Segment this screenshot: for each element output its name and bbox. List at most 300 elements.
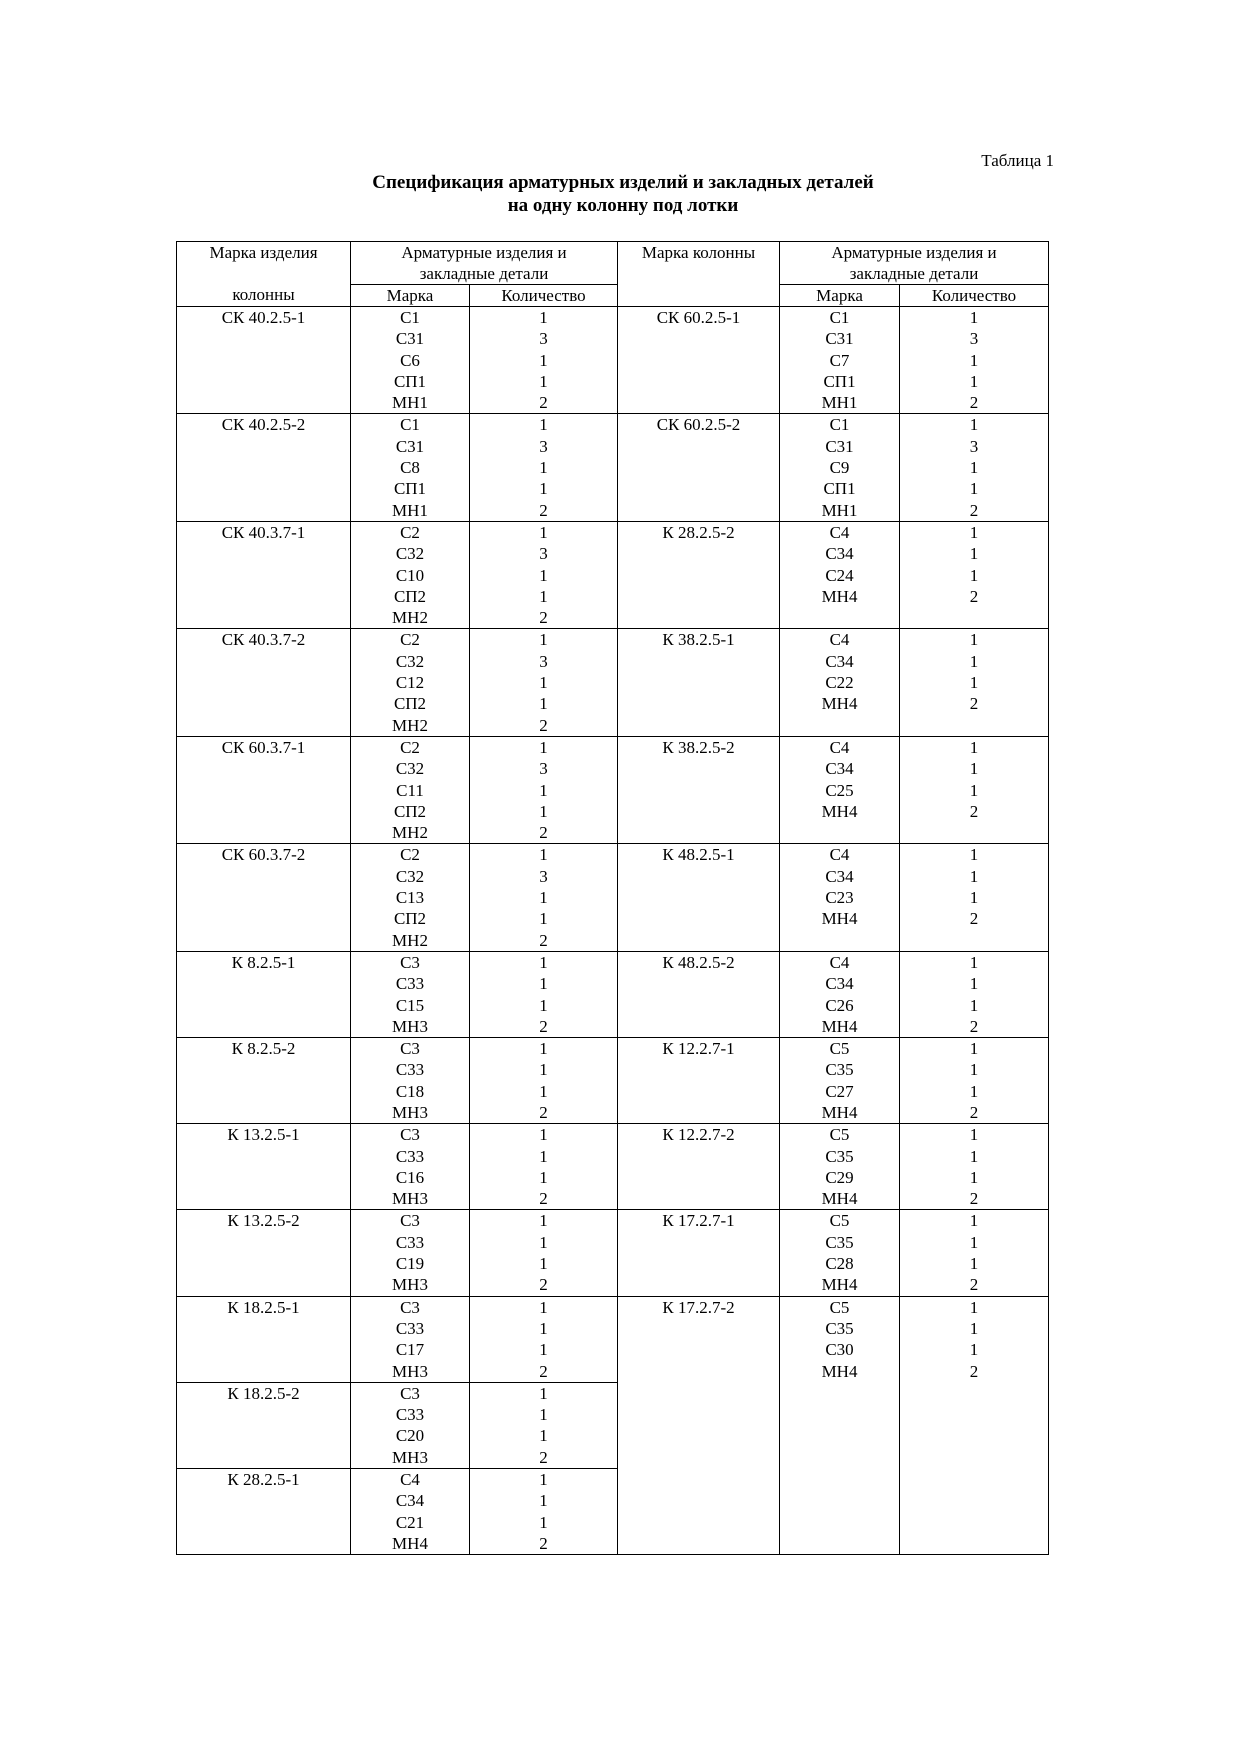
left-items-line: С31 — [395, 436, 425, 456]
left-items-line: МН2 — [392, 715, 428, 735]
right-items-line: С4 — [829, 737, 850, 757]
left-items-line: С20 — [395, 1426, 425, 1446]
table-row — [177, 1210, 1049, 1296]
header-row-1 — [177, 242, 1049, 285]
left-items-line: С6 — [400, 350, 420, 370]
left-qty-line: 1 — [539, 1405, 548, 1425]
left-items — [351, 844, 470, 951]
left-items-line: С3 — [400, 1383, 420, 1403]
right-items-line: С35 — [825, 1146, 854, 1166]
left-qty-line: 1 — [539, 1297, 548, 1317]
right-column-mark: К 48.2.5-1 — [618, 844, 780, 951]
left-column-mark: СК 40.2.5-2 — [177, 414, 351, 521]
right-qty-line: 2 — [969, 1361, 979, 1381]
left-qty-line: 1 — [539, 1383, 548, 1403]
left-qty — [470, 1210, 618, 1296]
left-column-mark: К 13.2.5-2 — [177, 1210, 351, 1296]
left-items-line: МН2 — [392, 608, 428, 628]
left-items-line: С33 — [395, 1146, 425, 1166]
right-qty — [900, 414, 1049, 521]
right-qty — [900, 1124, 1049, 1210]
left-qty-line: 2 — [539, 500, 548, 520]
left-qty-line: 1 — [539, 995, 548, 1015]
right-qty-line: 2 — [969, 1016, 979, 1036]
table-body — [177, 307, 1049, 1555]
left-qty — [470, 307, 618, 414]
right-qty-line: 1 — [969, 759, 979, 779]
table-row — [177, 414, 1049, 521]
header-group-right: Арматурные изделия и закладные детали — [780, 242, 1049, 285]
left-items — [351, 1124, 470, 1210]
right-qty — [900, 307, 1049, 414]
right-items — [780, 1210, 900, 1296]
right-qty-line: 3 — [969, 436, 979, 456]
left-items-line: С3 — [400, 1125, 420, 1145]
left-qty-line: 1 — [539, 1211, 548, 1231]
right-qty — [900, 1210, 1049, 1296]
right-items — [780, 736, 900, 843]
left-items-line: СП2 — [393, 586, 427, 606]
right-qty-line: 1 — [969, 866, 979, 886]
right-qty-line: 1 — [969, 415, 979, 435]
left-qty-line: 1 — [539, 974, 548, 994]
left-qty-line: 1 — [539, 565, 548, 585]
right-qty — [900, 1038, 1049, 1124]
right-items-line: С35 — [825, 1232, 854, 1252]
left-items-line: СП2 — [393, 694, 427, 714]
right-qty-line: 1 — [969, 673, 979, 693]
right-items-line: МН4 — [821, 1102, 858, 1122]
right-qty — [900, 1296, 1049, 1555]
right-qty-line: 1 — [969, 1060, 979, 1080]
right-qty-line: 1 — [969, 544, 979, 564]
right-column-mark: К 38.2.5-1 — [618, 629, 780, 736]
left-qty-line: 1 — [539, 1470, 548, 1490]
left-qty-line: 2 — [539, 393, 548, 413]
left-items-line: МН3 — [392, 1447, 428, 1467]
right-qty-line: 2 — [969, 1102, 979, 1122]
right-qty-line: 1 — [969, 565, 979, 585]
table-number: Таблица 1 — [981, 151, 1054, 170]
left-items-line: С2 — [400, 630, 420, 650]
left-qty — [470, 1296, 618, 1382]
right-items-line: МН4 — [821, 1016, 858, 1036]
right-qty — [900, 951, 1049, 1037]
left-column-mark: СК 40.3.7-2 — [177, 629, 351, 736]
right-qty-line: 1 — [969, 780, 979, 800]
right-items-line: С1 — [829, 415, 850, 435]
left-qty-line: 2 — [539, 608, 548, 628]
table-row — [177, 951, 1049, 1037]
left-items-line: С31 — [395, 329, 425, 349]
left-column-mark: К 18.2.5-2 — [177, 1382, 351, 1468]
left-qty-line: 2 — [539, 1361, 548, 1381]
right-qty — [900, 736, 1049, 843]
right-qty-line: 1 — [969, 1318, 979, 1338]
left-column-mark: К 28.2.5-1 — [177, 1469, 351, 1555]
left-qty-line: 1 — [539, 1146, 548, 1166]
left-qty-line: 1 — [539, 1081, 548, 1101]
left-qty — [470, 1124, 618, 1210]
left-qty-line: 2 — [539, 1275, 548, 1295]
table-title-line-2: на одну колонну под лотки — [507, 195, 739, 216]
left-column-mark: СК 60.3.7-1 — [177, 736, 351, 843]
left-column-mark: К 8.2.5-2 — [177, 1038, 351, 1124]
left-qty-line: 1 — [539, 630, 548, 650]
left-items-line: МН3 — [392, 1275, 428, 1295]
table-row — [177, 307, 1049, 414]
left-qty-line: 1 — [539, 845, 548, 865]
left-qty-line: 1 — [539, 1340, 548, 1360]
right-items — [780, 1296, 900, 1555]
right-items-line: МН4 — [821, 694, 858, 714]
left-qty-line: 1 — [539, 586, 548, 606]
left-items-line: С11 — [396, 780, 424, 800]
left-items-line: С12 — [395, 673, 425, 693]
header-left-mark-line1: Марка изделия — [209, 243, 318, 262]
left-items-line: С33 — [395, 1232, 425, 1252]
left-items-line: МН1 — [392, 393, 428, 413]
right-qty-line: 1 — [969, 1125, 979, 1145]
right-qty-line: 2 — [969, 1275, 979, 1295]
left-qty-line: 1 — [539, 1512, 548, 1532]
table-row — [177, 1124, 1049, 1210]
left-qty-line: 1 — [539, 522, 548, 542]
right-qty-line: 1 — [969, 1146, 979, 1166]
left-items — [351, 951, 470, 1037]
right-qty-line: 1 — [969, 1081, 979, 1101]
right-items-line: С31 — [825, 436, 854, 456]
left-qty-line: 2 — [539, 715, 548, 735]
left-qty-line: 2 — [539, 823, 548, 843]
left-qty-line: 2 — [539, 1447, 548, 1467]
left-items-line: С33 — [395, 974, 425, 994]
right-items-line: С7 — [829, 350, 850, 370]
left-items — [351, 1210, 470, 1296]
right-items-line: С28 — [825, 1254, 854, 1274]
left-items-line: МН3 — [392, 1361, 428, 1381]
left-items-line: С8 — [400, 458, 420, 478]
header-sub-mark-left: Марка — [351, 285, 470, 307]
left-qty-line: 1 — [539, 737, 548, 757]
left-items — [351, 1038, 470, 1124]
right-qty-line: 1 — [969, 371, 979, 391]
right-items-line: МН4 — [821, 1275, 858, 1295]
right-items — [780, 414, 900, 521]
left-qty-line: 1 — [539, 1254, 548, 1274]
right-qty-line: 1 — [969, 522, 979, 542]
right-column-mark: К 17.2.7-2 — [618, 1296, 780, 1555]
right-items-line: С5 — [829, 1297, 850, 1317]
left-qty-line: 1 — [539, 1318, 548, 1338]
right-items-line: МН1 — [821, 393, 858, 413]
right-items — [780, 1124, 900, 1210]
left-items-line: С2 — [400, 845, 420, 865]
left-qty-line: 3 — [539, 329, 548, 349]
left-items — [351, 736, 470, 843]
left-items-line: МН3 — [392, 1189, 428, 1209]
left-items-line: С17 — [395, 1340, 425, 1360]
left-qty-line: 1 — [539, 350, 548, 370]
right-items-line: С25 — [825, 780, 854, 800]
right-qty — [900, 844, 1049, 951]
right-items-line: МН4 — [821, 1189, 858, 1209]
right-items-line: С34 — [825, 866, 854, 886]
right-items-line: С27 — [825, 1081, 854, 1101]
left-items — [351, 414, 470, 521]
right-items-line: С1 — [829, 308, 850, 327]
right-items — [780, 844, 900, 951]
right-qty-line: 1 — [969, 952, 979, 972]
left-items-line: С18 — [395, 1081, 425, 1101]
left-qty-line: 1 — [539, 780, 548, 800]
left-qty-line: 3 — [539, 436, 548, 456]
right-qty-line: 2 — [969, 801, 979, 821]
left-qty-line: 3 — [539, 544, 548, 564]
left-qty-line: 1 — [539, 1167, 548, 1187]
left-column-mark: К 13.2.5-1 — [177, 1124, 351, 1210]
header-sub-qty-left: Количество — [470, 285, 618, 307]
right-qty-line: 3 — [969, 329, 979, 349]
right-items-line: СП1 — [823, 479, 856, 499]
left-qty-line: 1 — [539, 1426, 548, 1446]
left-qty-line: 1 — [539, 1491, 548, 1511]
left-items-line: С1 — [400, 415, 420, 435]
right-column-mark: СК 60.2.5-1 — [618, 307, 780, 414]
right-items-line: С34 — [825, 974, 854, 994]
left-items-line: С32 — [395, 544, 425, 564]
right-column-mark: К 48.2.5-2 — [618, 951, 780, 1037]
left-items-line: С33 — [395, 1318, 425, 1338]
left-items-line: МН3 — [392, 1016, 428, 1036]
right-items-line: С5 — [829, 1211, 850, 1231]
right-column-mark: К 12.2.7-2 — [618, 1124, 780, 1210]
right-items-line: С5 — [829, 1125, 850, 1145]
right-items-line: С26 — [825, 995, 854, 1015]
right-items-line: С31 — [825, 329, 854, 349]
right-items-line: МН4 — [821, 909, 858, 929]
left-qty-line: 1 — [539, 1039, 548, 1059]
right-items-line: С30 — [825, 1340, 854, 1360]
left-qty-line: 1 — [539, 888, 548, 908]
right-qty — [900, 521, 1049, 628]
right-column-mark: СК 60.2.5-2 — [618, 414, 780, 521]
right-qty-line: 1 — [969, 350, 979, 370]
table-row — [177, 844, 1049, 951]
left-qty — [470, 951, 618, 1037]
right-qty-line: 2 — [969, 393, 979, 413]
left-items-line: С4 — [400, 1470, 420, 1490]
left-qty-line: 1 — [539, 1232, 548, 1252]
left-items-line: МН2 — [392, 823, 428, 843]
left-qty-line: 1 — [539, 1060, 548, 1080]
right-qty-line: 1 — [969, 1297, 979, 1317]
left-qty-line: 1 — [539, 1125, 548, 1145]
left-qty-line: 1 — [539, 952, 548, 972]
left-items — [351, 629, 470, 736]
right-qty-line: 2 — [969, 586, 979, 606]
left-items-line: С1 — [400, 308, 420, 327]
left-qty — [470, 629, 618, 736]
right-items-line: МН1 — [821, 500, 858, 520]
left-items-line: МН3 — [392, 1102, 428, 1122]
right-qty-line: 1 — [969, 1167, 979, 1187]
header-group-left: Арматурные изделия и закладные детали — [351, 242, 618, 285]
left-items-line: С3 — [400, 1039, 420, 1059]
right-column-mark: К 38.2.5-2 — [618, 736, 780, 843]
right-items-line: С4 — [829, 630, 850, 650]
left-items — [351, 1296, 470, 1382]
left-qty — [470, 1038, 618, 1124]
left-qty-line: 1 — [539, 308, 548, 327]
left-qty-line: 1 — [539, 458, 548, 478]
left-qty-line: 2 — [539, 1189, 548, 1209]
left-qty-line: 1 — [539, 801, 548, 821]
left-qty — [470, 414, 618, 521]
right-qty-line: 1 — [969, 1340, 979, 1360]
right-qty-line: 1 — [969, 1211, 979, 1231]
right-items — [780, 521, 900, 628]
left-items-line: МН2 — [392, 930, 428, 950]
left-qty-line: 1 — [539, 694, 548, 714]
left-qty-line: 2 — [539, 1102, 548, 1122]
right-qty-line: 1 — [969, 630, 979, 650]
header-sub-qty-right: Количество — [900, 285, 1049, 307]
right-qty-line: 2 — [969, 694, 979, 714]
left-items-line: С33 — [395, 1405, 425, 1425]
right-items-line: С35 — [825, 1318, 854, 1338]
right-qty-line: 1 — [969, 651, 979, 671]
right-items-line: С9 — [829, 458, 850, 478]
left-items-line: С10 — [395, 565, 425, 585]
table-row — [177, 521, 1049, 628]
right-items-line: С4 — [829, 845, 850, 865]
right-qty-line: 1 — [969, 1039, 979, 1059]
left-qty-line: 3 — [539, 866, 548, 886]
left-items-line: С15 — [395, 995, 425, 1015]
right-qty-line: 1 — [969, 974, 979, 994]
left-qty — [470, 521, 618, 628]
left-items-line: С2 — [400, 522, 420, 542]
left-items-line: СП2 — [393, 909, 427, 929]
left-column-mark: СК 40.3.7-1 — [177, 521, 351, 628]
right-qty-line: 1 — [969, 995, 979, 1015]
right-column-mark: К 12.2.7-1 — [618, 1038, 780, 1124]
right-items-line: МН4 — [821, 586, 858, 606]
left-items-line: СП1 — [393, 479, 427, 499]
left-qty-line: 1 — [539, 673, 548, 693]
right-items-line: С34 — [825, 651, 854, 671]
left-items-line: С13 — [395, 888, 425, 908]
left-column-mark: К 18.2.5-1 — [177, 1296, 351, 1382]
right-qty-line: 2 — [969, 1189, 979, 1209]
left-qty-line: 3 — [539, 651, 548, 671]
left-items-line: СП2 — [393, 801, 427, 821]
right-items-line: С34 — [825, 759, 854, 779]
right-items-line: С4 — [829, 952, 850, 972]
left-items — [351, 521, 470, 628]
right-qty-line: 2 — [969, 500, 979, 520]
right-items — [780, 629, 900, 736]
table-row — [177, 1038, 1049, 1124]
table-title-line-1: Спецификация арматурных изделий и закладных деталей — [372, 172, 874, 193]
right-qty-line: 1 — [969, 308, 979, 327]
left-items-line: С32 — [395, 866, 425, 886]
left-qty-line: 3 — [539, 759, 548, 779]
left-column-mark: СК 40.2.5-1 — [177, 307, 351, 414]
table-row — [177, 1296, 1049, 1382]
header-right-column-mark: Марка колонны — [618, 242, 780, 307]
left-qty — [470, 1469, 618, 1555]
right-qty-line: 1 — [969, 888, 979, 908]
right-items — [780, 307, 900, 414]
left-items — [351, 307, 470, 414]
left-column-mark: К 8.2.5-1 — [177, 951, 351, 1037]
left-qty-line: 1 — [539, 371, 548, 391]
table-row — [177, 629, 1049, 736]
left-qty — [470, 736, 618, 843]
specification-table — [176, 241, 1049, 1555]
right-items-line: С29 — [825, 1167, 854, 1187]
left-items-line: СП1 — [393, 371, 427, 391]
right-items-line: С34 — [825, 544, 854, 564]
right-qty-line: 1 — [969, 845, 979, 865]
right-items — [780, 951, 900, 1037]
right-qty — [900, 629, 1049, 736]
left-items — [351, 1469, 470, 1555]
right-items-line: СП1 — [823, 371, 856, 391]
right-qty-line: 1 — [969, 737, 979, 757]
right-items-line: С23 — [825, 888, 854, 908]
header-sub-mark-right: Марка — [780, 285, 900, 307]
right-qty-line: 1 — [969, 1232, 979, 1252]
right-items-line: МН4 — [821, 1361, 858, 1381]
right-items-line: С22 — [825, 673, 854, 693]
left-items-line: С34 — [395, 1491, 425, 1511]
left-qty-line: 1 — [539, 415, 548, 435]
left-qty-line: 2 — [539, 930, 548, 950]
right-qty-line: 1 — [969, 458, 979, 478]
left-items — [351, 1382, 470, 1468]
left-items-line: С33 — [395, 1060, 425, 1080]
right-items — [780, 1038, 900, 1124]
left-items-line: С32 — [395, 759, 425, 779]
right-items-line: МН4 — [821, 801, 858, 821]
left-items-line: МН4 — [392, 1533, 428, 1553]
left-qty-line: 2 — [539, 1016, 548, 1036]
right-column-mark: К 28.2.5-2 — [618, 521, 780, 628]
header-left-column-mark — [177, 242, 351, 307]
right-items-line: С4 — [829, 522, 850, 542]
left-qty — [470, 1382, 618, 1468]
left-items-line: МН1 — [392, 500, 428, 520]
left-items-line: С16 — [395, 1167, 425, 1187]
right-items-line: С35 — [825, 1060, 854, 1080]
left-items-line: С32 — [395, 651, 425, 671]
right-qty-line: 1 — [969, 1254, 979, 1274]
right-qty-line: 1 — [969, 479, 979, 499]
left-items-line: С19 — [395, 1254, 425, 1274]
right-items-line: С5 — [829, 1039, 850, 1059]
left-qty — [470, 844, 618, 951]
table-row — [177, 736, 1049, 843]
left-items-line: С3 — [400, 1211, 420, 1231]
right-items-line: С24 — [825, 565, 854, 585]
left-qty-line: 2 — [539, 1533, 548, 1553]
right-qty-line: 2 — [969, 909, 979, 929]
header-left-mark-line2: колонны — [232, 285, 295, 304]
left-qty-line: 1 — [539, 479, 548, 499]
